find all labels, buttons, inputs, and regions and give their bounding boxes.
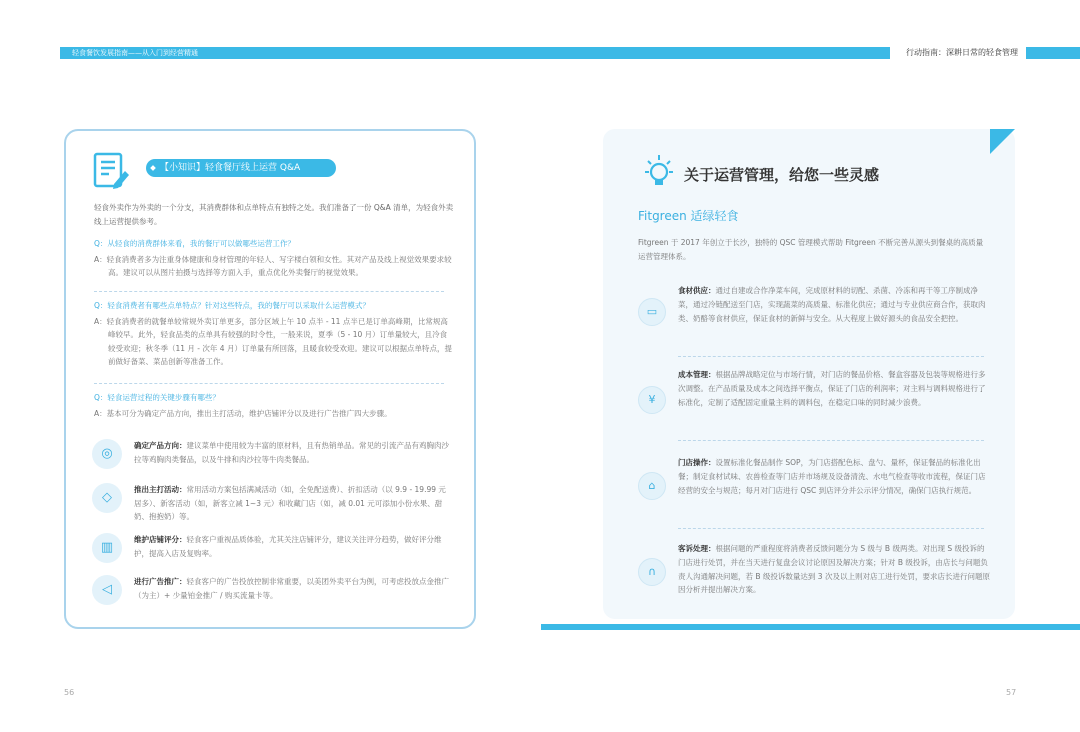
question: Q：轻食消费者有哪些点单特点？针对这些特点，我的餐厅可以采取什么运营模式？ — [94, 301, 370, 310]
tip-title: 维护店铺评分： — [134, 535, 187, 544]
practice-title: 客诉处理： — [678, 544, 716, 553]
answer: A：轻食消费者的就餐单较常规外卖订单更多，部分区域上午 10 点半 - 11 点半已是订单高峰期，比常规高峰较早。此外，轻食品类的点单具有较强的时令性，一般来说，夏季（5 - 10 月）订单量较大，且冷食较受欢迎；秋冬季（11 月 - 次年 4 月）订单量有所回落，且暖食较受欢迎。建议可以根据点单特点，提前做好备菜、菜品创新等准备工作。 — [94, 316, 452, 366]
practice-body: 根据品牌战略定位与市场行情，对门店的餐品价格、餐盒容器及包装等规格进行多次调整。在产品质量及成本之间选择平衡点，保证了门店的利润率；对主料与调料规格进行了标准化，定制了适配固定重量主料的调料包，在稳定口味的同时减少浪费。 — [678, 370, 986, 407]
question: Q：轻食运营过程的关键步骤有哪些？ — [94, 393, 220, 402]
fitgreen-intro: Fitgreen 于 2017 年创立于长沙，独特的 QSC 管理模式帮助 Fitgreen 不断完善从源头到餐桌的高质量运营管理体系。 — [638, 238, 984, 261]
tip-row — [92, 575, 452, 611]
tag-icon: ◇ — [92, 483, 122, 513]
qa-intro: 轻食外卖作为外卖的一个分支，其消费群体和点单特点有独特之处。我们准备了一份 Q&A 清单，为轻食外卖线上运营提供参考。 — [94, 203, 454, 226]
practice-body: 设置标准化餐品制作 SOP，为门店搭配色标、盘勺、量杯，保证餐品的标准化出餐；制定食材试味、农兽检查等门店并市场规及设备清洗、水电气检查等收市流程，保证门店经营的安全与规范；每月对门店进行 QSC 到店评分并公示评分情况，确保门店执行规范。 — [678, 458, 986, 495]
tip-body: 建议菜单中使用较为丰富的原材料，且有热销单品。常见的引流产品有鸡胸肉沙拉等鸡胸肉类餐品，以及牛排和肉沙拉等牛肉类餐品。 — [134, 441, 449, 464]
corner-triangle — [990, 129, 1015, 154]
practice-body: 根据问题的严重程度将消费者反馈问题分为 S 级与 B 级两类。对出现 S 级投诉的门店进行处罚，并在当天进行复盘会议讨论原因及解决方案；针对 B 级投诉，由店长与问题负责人沟通解决问题，若 B 级投诉数量达到 3 次及以上则对店工进行处罚，要求店长进行问题原因分析并提出解决方案。 — [678, 544, 990, 595]
fitgreen-title: Fitgreen 适绿轻食 — [638, 209, 739, 223]
megaphone-icon: ◁ — [92, 575, 122, 605]
headset-icon: ∩ — [638, 558, 666, 586]
inspiration-title: 关于运营管理，给您一些灵感 — [684, 166, 880, 184]
chart-icon: ▥ — [92, 533, 122, 563]
header-bar-left — [60, 47, 890, 59]
divider — [94, 291, 444, 292]
bottom-accent-bar — [541, 624, 1080, 630]
divider — [678, 528, 984, 529]
practice-text — [678, 284, 990, 325]
page-number-right: 57 — [1006, 688, 1017, 697]
tip-body: 轻食客户重视品质体验，尤其关注店铺评分，建议关注评分趋势，做好评分维护，提高入店及复购率。 — [134, 535, 442, 558]
practice-title: 成本管理： — [678, 370, 716, 379]
tip-text — [134, 575, 452, 602]
practice-title: 食材供应： — [678, 286, 716, 295]
qa-item — [94, 237, 454, 280]
coin-icon: ¥ — [638, 386, 666, 414]
tip-row — [92, 483, 452, 519]
qa-card — [64, 129, 476, 629]
tip-title: 推出主打活动： — [134, 485, 187, 494]
tip-title: 进行广告推广： — [134, 577, 187, 586]
divider — [678, 440, 984, 441]
header-left-title: 轻食餐饮发展指南——从入门到经营精通 — [72, 49, 198, 57]
target-icon: ◎ — [92, 439, 122, 469]
divider — [94, 383, 444, 384]
question: Q：从轻食的消费群体来看，我的餐厅可以做哪些运营工作？ — [94, 239, 295, 248]
tip-body: 常用活动方案包括满减活动（如，全免配送费）、折扣活动（以 9.9 - 19.99 元居多）、新客活动（如，新客立减 1~3 元）和收藏门店（如，减 0.01 元可添加小份水果、甜奶、抱抱奶）等。 — [134, 485, 446, 521]
practice-body: 通过自建或合作净菜车间，完成原材料的切配、杀菌、冷冻和再干等工序制成净菜，通过冷链配送至门店，实现蔬菜的高质量、标准化供应；通过与专业供应商合作，获取肉类、奶酪等食材供应，保证食材的新鲜与安全。从大程度上做好源头的食品安全把控。 — [678, 286, 986, 323]
tip-text — [134, 483, 452, 524]
qa-item — [94, 299, 454, 369]
practice-text — [678, 368, 990, 409]
practice-text — [678, 456, 990, 497]
document-pencil-icon — [92, 151, 130, 191]
practice-text — [678, 542, 990, 597]
tip-body: 轻食客户的广告投放控制非常重要，以美团外卖平台为例，可考虑投放点金推广（为主）+ 少量铂金推广 / 购买流量卡等。 — [134, 577, 449, 600]
answer: A：轻食消费者多为注重身体健康和身材管理的年轻人、写字楼白领和女性。其对产品及线上视觉效果要求较高。建议可以从图片拍摄与选择等方面入手，重点优化外卖餐厅的视觉效果。 — [94, 254, 452, 277]
header-right-title: 行动指南：深耕日常的轻食管理 — [898, 44, 1026, 62]
qa-title-pill: 【小知识】轻食餐厅线上运营 Q&A — [146, 159, 336, 177]
tip-text — [134, 439, 452, 466]
tip-text — [134, 533, 452, 560]
tip-row — [92, 439, 452, 475]
tip-row — [92, 533, 452, 569]
store-icon: ⌂ — [638, 472, 666, 500]
lightbulb-icon — [640, 152, 678, 190]
answer: A：基本可分为确定产品方向，推出主打活动，维护店铺评分以及进行广告推广四大步骤。 — [94, 408, 392, 418]
practice-title: 门店操作： — [678, 458, 716, 467]
divider — [678, 356, 984, 357]
qa-item — [94, 391, 454, 420]
tip-title: 确定产品方向： — [134, 441, 187, 450]
truck-icon: ▭ — [638, 298, 666, 326]
page-number-left: 56 — [64, 688, 75, 697]
